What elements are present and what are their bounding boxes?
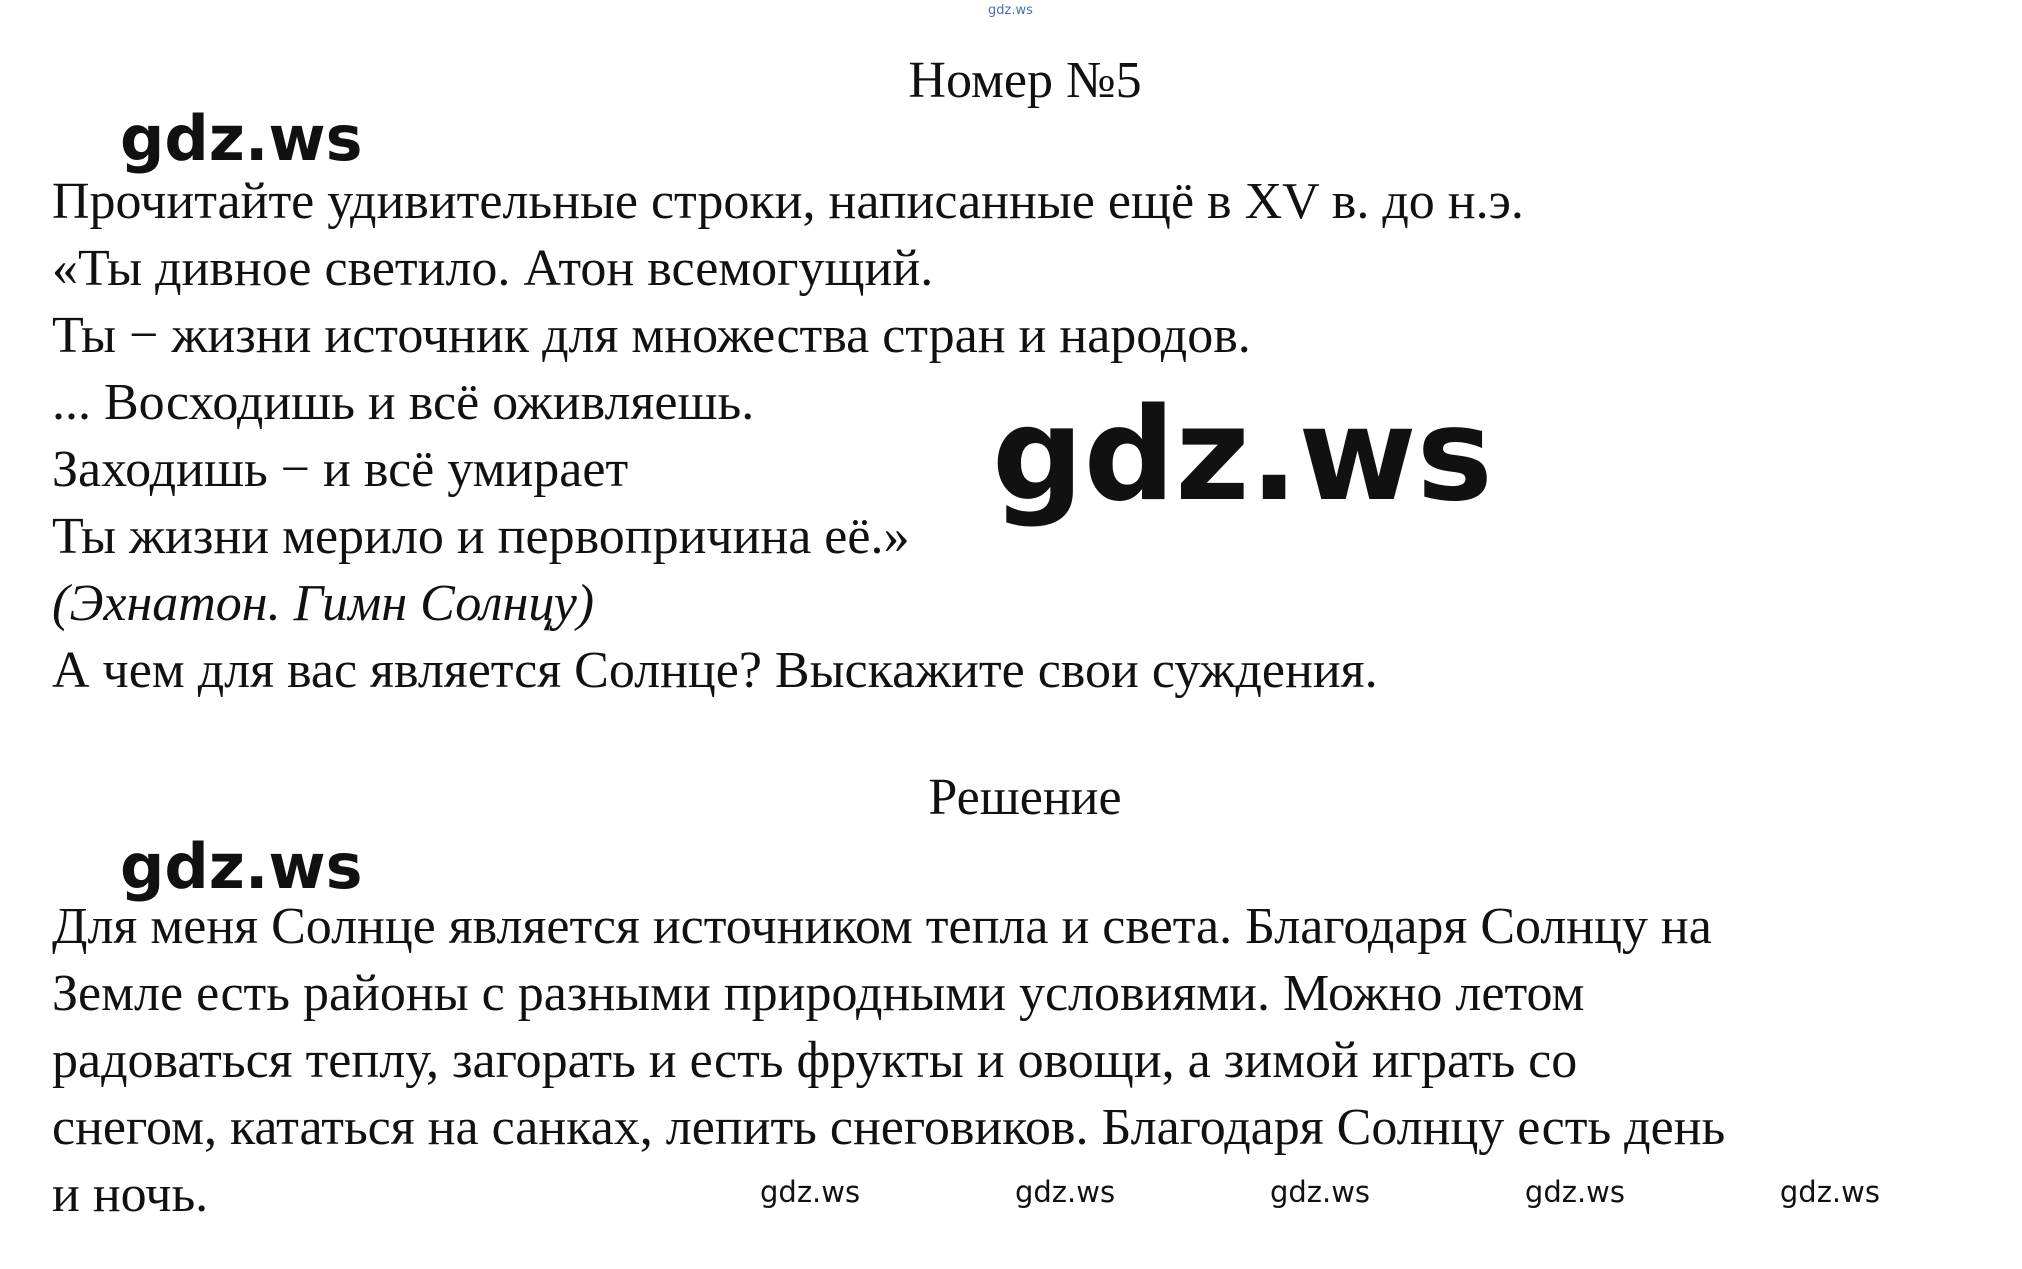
solution-line: и ночь. (52, 1166, 209, 1223)
poem-line: ... Восходишь и всё оживляешь. (52, 374, 755, 431)
solution-line: снегом, кататься на санках, лепить снеговиков. Благодаря Солнцу есть день (52, 1099, 1726, 1156)
watermark-footer: gdz.ws (1269, 1175, 1371, 1209)
solution-heading: Решение (928, 769, 1122, 826)
watermark-footer: gdz.ws (1014, 1175, 1116, 1209)
poem-line: Ты − жизни источник для множества стран и народов. (52, 307, 1251, 364)
poem-line: Заходишь − и всё умирает (52, 441, 629, 498)
task-question: А чем для вас является Солнце? Выскажите свои суждения. (52, 642, 1378, 699)
watermark-footer: gdz.ws (760, 1175, 861, 1209)
solution-line: Земле есть районы с разными природными условиями. Можно летом (52, 965, 1585, 1022)
watermark-footer: gdz.ws (1524, 1175, 1625, 1209)
poem-line: «Ты дивное светило. Атон всемогущий. (52, 240, 934, 297)
watermark-logo-center: gdz.ws (992, 381, 1493, 530)
watermark-top: gdz.ws (988, 3, 1033, 18)
footer-watermarks (760, 1175, 1880, 1209)
watermark-logo-lower: gdz.ws (120, 830, 363, 903)
poem-line: Ты жизни мерило и первопричина её.» (52, 508, 910, 565)
solution-line: радоваться теплу, загорать и есть фрукты и овощи, а зимой играть со (52, 1032, 1578, 1089)
poem-source: (Эхнатон. Гимн Солнцу) (52, 575, 595, 632)
watermark-footer: gdz.ws (1779, 1175, 1880, 1209)
task-line: Прочитайте удивительные строки, написанные ещё в XV в. до н.э. (52, 173, 1524, 230)
watermark-logo-upper: gdz.ws (120, 102, 363, 175)
solution-line: Для меня Солнце является источником тепла и света. Благодаря Солнцу на (52, 898, 1712, 955)
page-title: Номер №5 (908, 52, 1142, 109)
